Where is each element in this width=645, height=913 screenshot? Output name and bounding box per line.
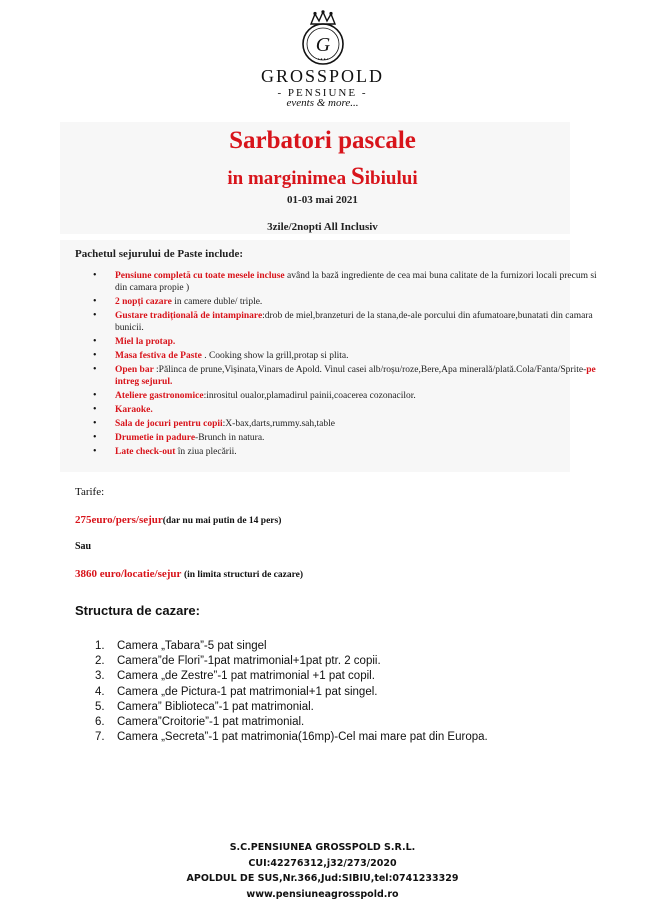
subtitle-prefix: in marginimea [227, 168, 351, 189]
list-item: • Late check-out în ziua plecării. [115, 446, 605, 458]
includes-heading: Pachetul sejurului de Paste include: [75, 248, 244, 260]
rooms-list [95, 639, 488, 745]
list-item: 6. Camera”Croitorie”-1 pat matrimonial. [95, 716, 305, 729]
svg-text:G: G [315, 34, 330, 56]
subtitle-big-letter: S [350, 163, 365, 190]
list-item: • Pensiune completă cu toate mesele incluse având la bază ingrediente de cea mai buna calitate de la furnizori locali precum si din camara propie ) [115, 270, 605, 294]
subtitle-rest: ibiului [364, 168, 418, 189]
or-label: Sau [75, 541, 92, 552]
list-item: • Gustare tradițională de intampinare:drob de miel,branzeturi de la stana,de-ale porcului din afumatoare,bunatati din camara bunicii. [115, 310, 605, 334]
footer-cui: CUI:42276312,j32/273/2020 [248, 857, 397, 869]
list-item: 4. Camera „de Pictura-1 pat matrimonial+1 pat singel. [95, 685, 378, 698]
list-item: 1. Camera „Tabara”-5 pat singel [95, 640, 267, 652]
list-item: • Karaoke. [115, 404, 605, 416]
price-per-person: 275euro/pers/sejur(dar nu mai putin de 14 pers) [75, 514, 282, 526]
tarife-label: Tarife: [75, 486, 105, 498]
list-item: • Masa festiva de Paste . Cooking show la grill,protap si plita. [115, 350, 605, 362]
page-title: Sarbatori pascale [229, 127, 416, 154]
footer [0, 840, 645, 902]
logo-name: GROSSPOLD [260, 66, 385, 86]
logo-subtitle: - PENSIUNE - [277, 87, 368, 99]
list-item: • Sala de jocuri pentru copii:X-bax,darts,rummy.sah,table [115, 418, 605, 430]
list-item: • Drumetie in padure-Brunch in natura. [115, 432, 605, 444]
package-label: 3zile/2nopti All Inclusiv [267, 221, 378, 233]
list-item: • Ateliere gastronomice:inrositul oualor,plamadirul painii,coacerea cozonacilor. [115, 390, 605, 402]
list-item: • 2 nopți cazare in camere duble/ triple. [115, 296, 605, 308]
logo [0, 10, 645, 109]
page-subtitle [0, 163, 645, 191]
footer-web[interactable]: www.pensiuneagrosspold.ro [246, 888, 399, 900]
price-per-location: 3860 euro/locatie/sejur (in limita structuri de cazare) [75, 568, 304, 580]
list-item: • Miel la protap. [115, 336, 605, 348]
includes-list [75, 270, 605, 460]
list-item: 5. Camera” Biblioteca”-1 pat matrimonial. [95, 700, 314, 713]
crown-g-monogram-icon [293, 10, 353, 68]
footer-address: APOLDUL DE SUS,Nr.366,Jud:SIBIU,tel:0741233329 [186, 873, 459, 884]
list-item: 2. Camera”de Flori”-1pat matrimonial+1pat ptr. 2 copii. [95, 655, 381, 668]
svg-text:● ● ● ●: ● ● ● ● [316, 57, 329, 61]
logo-tagline: events & more... [286, 97, 359, 109]
dates: 01-03 mai 2021 [287, 194, 358, 206]
list-item: • Open bar :Pălinca de prune,Vișinata,Vinars de Apold. Vinul casei alb/roșu/roze,Bere,Apa minerală/plată.Cola/Fanta/Sprite-pe intreg sejurul. [115, 364, 605, 388]
list-item: 3. Camera „de Zestre”-1 pat matrimonial +1 pat copil. [95, 670, 375, 683]
structure-heading: Structura de cazare: [75, 603, 200, 618]
list-item: 7. Camera „Secreta”-1 pat matrimonia(16mp)-Cel mai mare pat din Europa. [95, 731, 488, 744]
footer-company: S.C.PENSIUNEA GROSSPOLD S.R.L. [229, 842, 416, 853]
